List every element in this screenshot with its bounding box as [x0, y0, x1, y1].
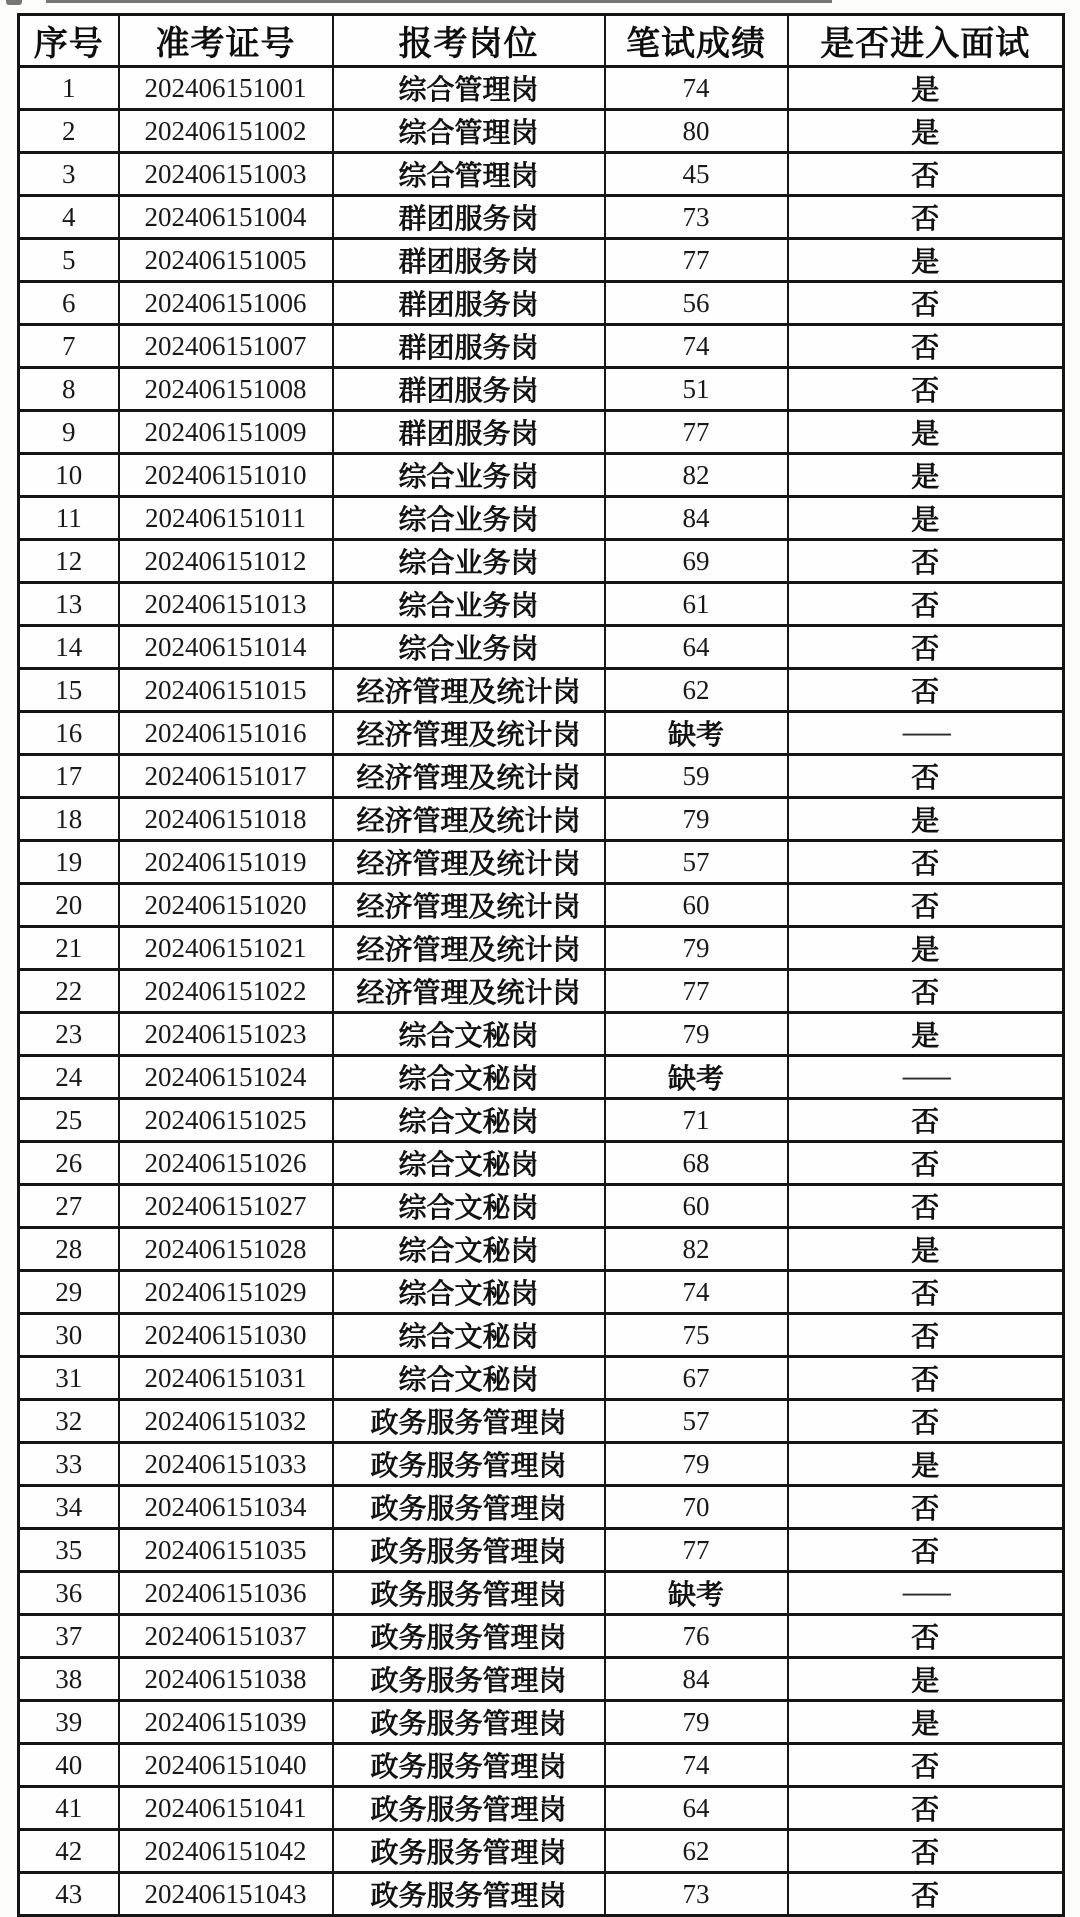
- table-row: [19, 1228, 1064, 1271]
- position-cell: 经济管理及统计岗: [333, 712, 605, 755]
- interview-cell: 是: [788, 1658, 1064, 1701]
- position-cell: 群团服务岗: [333, 325, 605, 368]
- ticket-cell: 202406151001: [119, 67, 333, 110]
- position-cell: 综合业务岗: [333, 540, 605, 583]
- column-header-position: 报考岗位: [333, 15, 605, 67]
- score-cell: 缺考: [605, 1572, 788, 1615]
- score-cell: 51: [605, 368, 788, 411]
- table-row: [19, 454, 1064, 497]
- position-cell: 群团服务岗: [333, 239, 605, 282]
- seq-cell: 43: [19, 1873, 119, 1916]
- ticket-cell: 202406151036: [119, 1572, 333, 1615]
- table-row: [19, 1013, 1064, 1056]
- position-cell: 群团服务岗: [333, 282, 605, 325]
- score-cell: 77: [605, 1529, 788, 1572]
- score-cell: 71: [605, 1099, 788, 1142]
- table-row: [19, 884, 1064, 927]
- seq-cell: 27: [19, 1185, 119, 1228]
- ticket-cell: 202406151015: [119, 669, 333, 712]
- score-cell: 77: [605, 411, 788, 454]
- ticket-cell: 202406151038: [119, 1658, 333, 1701]
- interview-cell: 否: [788, 841, 1064, 884]
- score-cell: 74: [605, 1271, 788, 1314]
- interview-cell: 是: [788, 239, 1064, 282]
- ticket-cell: 202406151023: [119, 1013, 333, 1056]
- position-cell: 综合文秘岗: [333, 1056, 605, 1099]
- seq-cell: 3: [19, 153, 119, 196]
- interview-cell: 否: [788, 884, 1064, 927]
- score-cell: 45: [605, 153, 788, 196]
- score-cell: 60: [605, 884, 788, 927]
- position-cell: 经济管理及统计岗: [333, 798, 605, 841]
- interview-cell: 否: [788, 1529, 1064, 1572]
- seq-cell: 9: [19, 411, 119, 454]
- score-cell: 56: [605, 282, 788, 325]
- table-row: [19, 540, 1064, 583]
- interview-cell: ——: [788, 1056, 1064, 1099]
- seq-cell: 18: [19, 798, 119, 841]
- position-cell: 政务服务管理岗: [333, 1400, 605, 1443]
- interview-cell: 否: [788, 970, 1064, 1013]
- seq-cell: 1: [19, 67, 119, 110]
- interview-cell: 是: [788, 411, 1064, 454]
- seq-cell: 26: [19, 1142, 119, 1185]
- table-row: [19, 1701, 1064, 1744]
- position-cell: 政务服务管理岗: [333, 1615, 605, 1658]
- seq-cell: 16: [19, 712, 119, 755]
- table-row: [19, 1357, 1064, 1400]
- column-header-score: 笔试成绩: [605, 15, 788, 67]
- score-cell: 68: [605, 1142, 788, 1185]
- table-row: [19, 239, 1064, 282]
- interview-cell: 否: [788, 1185, 1064, 1228]
- ticket-cell: 202406151029: [119, 1271, 333, 1314]
- interview-cell: 是: [788, 1228, 1064, 1271]
- table-row: [19, 1056, 1064, 1099]
- column-header-interview: 是否进入面试: [788, 15, 1064, 67]
- position-cell: 群团服务岗: [333, 196, 605, 239]
- score-cell: 79: [605, 1013, 788, 1056]
- seq-cell: 30: [19, 1314, 119, 1357]
- position-cell: 综合文秘岗: [333, 1185, 605, 1228]
- score-cell: 79: [605, 927, 788, 970]
- seq-cell: 4: [19, 196, 119, 239]
- ticket-cell: 202406151019: [119, 841, 333, 884]
- seq-cell: 24: [19, 1056, 119, 1099]
- score-cell: 80: [605, 110, 788, 153]
- seq-cell: 39: [19, 1701, 119, 1744]
- score-cell: 62: [605, 669, 788, 712]
- ticket-cell: 202406151043: [119, 1873, 333, 1916]
- ticket-cell: 202406151002: [119, 110, 333, 153]
- ticket-cell: 202406151039: [119, 1701, 333, 1744]
- interview-cell: 否: [788, 1486, 1064, 1529]
- table-row: [19, 927, 1064, 970]
- ticket-cell: 202406151021: [119, 927, 333, 970]
- column-header-seq: 序号: [19, 15, 119, 67]
- score-cell: 60: [605, 1185, 788, 1228]
- table-row: [19, 153, 1064, 196]
- table-row: [19, 1744, 1064, 1787]
- interview-cell: 否: [788, 1400, 1064, 1443]
- seq-cell: 32: [19, 1400, 119, 1443]
- score-cell: 57: [605, 841, 788, 884]
- interview-cell: 是: [788, 927, 1064, 970]
- interview-cell: 否: [788, 669, 1064, 712]
- seq-cell: 28: [19, 1228, 119, 1271]
- ticket-cell: 202406151010: [119, 454, 333, 497]
- interview-cell: 否: [788, 1615, 1064, 1658]
- table-row: [19, 755, 1064, 798]
- position-cell: 综合业务岗: [333, 626, 605, 669]
- position-cell: 经济管理及统计岗: [333, 755, 605, 798]
- seq-cell: 42: [19, 1830, 119, 1873]
- interview-cell: 否: [788, 1357, 1064, 1400]
- score-cell: 缺考: [605, 712, 788, 755]
- position-cell: 政务服务管理岗: [333, 1529, 605, 1572]
- position-cell: 经济管理及统计岗: [333, 669, 605, 712]
- position-cell: 政务服务管理岗: [333, 1701, 605, 1744]
- seq-cell: 22: [19, 970, 119, 1013]
- table-row: [19, 110, 1064, 153]
- seq-cell: 12: [19, 540, 119, 583]
- interview-cell: 是: [788, 798, 1064, 841]
- interview-cell: 是: [788, 1013, 1064, 1056]
- seq-cell: 10: [19, 454, 119, 497]
- score-cell: 74: [605, 67, 788, 110]
- position-cell: 政务服务管理岗: [333, 1787, 605, 1830]
- score-cell: 79: [605, 1701, 788, 1744]
- table-row: [19, 1830, 1064, 1873]
- ticket-cell: 202406151028: [119, 1228, 333, 1271]
- score-cell: 57: [605, 1400, 788, 1443]
- table-row: [19, 1658, 1064, 1701]
- interview-cell: 否: [788, 196, 1064, 239]
- interview-cell: 否: [788, 1787, 1064, 1830]
- seq-cell: 31: [19, 1357, 119, 1400]
- ticket-cell: 202406151003: [119, 153, 333, 196]
- table-row: [19, 712, 1064, 755]
- table-row: [19, 1787, 1064, 1830]
- score-cell: 82: [605, 1228, 788, 1271]
- seq-cell: 29: [19, 1271, 119, 1314]
- interview-cell: ——: [788, 1572, 1064, 1615]
- ticket-cell: 202406151041: [119, 1787, 333, 1830]
- seq-cell: 15: [19, 669, 119, 712]
- position-cell: 综合业务岗: [333, 583, 605, 626]
- interview-cell: 否: [788, 583, 1064, 626]
- interview-cell: 否: [788, 1142, 1064, 1185]
- interview-cell: 是: [788, 1443, 1064, 1486]
- table-row: [19, 583, 1064, 626]
- table-row: [19, 1443, 1064, 1486]
- interview-cell: 否: [788, 1830, 1064, 1873]
- table-row: [19, 368, 1064, 411]
- score-cell: 59: [605, 755, 788, 798]
- interview-cell: 否: [788, 282, 1064, 325]
- table-row: [19, 1529, 1064, 1572]
- score-cell: 64: [605, 626, 788, 669]
- table-row: [19, 626, 1064, 669]
- photo-edge-artifact: [46, 0, 832, 3]
- seq-cell: 33: [19, 1443, 119, 1486]
- score-cell: 82: [605, 454, 788, 497]
- seq-cell: 34: [19, 1486, 119, 1529]
- score-cell: 77: [605, 239, 788, 282]
- position-cell: 综合文秘岗: [333, 1228, 605, 1271]
- ticket-cell: 202406151026: [119, 1142, 333, 1185]
- score-cell: 62: [605, 1830, 788, 1873]
- position-cell: 政务服务管理岗: [333, 1744, 605, 1787]
- ticket-cell: 202406151030: [119, 1314, 333, 1357]
- interview-cell: 是: [788, 1701, 1064, 1744]
- table-row: [19, 1572, 1064, 1615]
- table-row: [19, 1400, 1064, 1443]
- interview-cell: 是: [788, 454, 1064, 497]
- ticket-cell: 202406151040: [119, 1744, 333, 1787]
- seq-cell: 17: [19, 755, 119, 798]
- table-row: [19, 497, 1064, 540]
- table-row: [19, 1185, 1064, 1228]
- ticket-cell: 202406151004: [119, 196, 333, 239]
- interview-cell: 否: [788, 325, 1064, 368]
- ticket-cell: 202406151035: [119, 1529, 333, 1572]
- seq-cell: 23: [19, 1013, 119, 1056]
- score-cell: 77: [605, 970, 788, 1013]
- score-cell: 64: [605, 1787, 788, 1830]
- interview-cell: 否: [788, 755, 1064, 798]
- column-header-ticket: 准考证号: [119, 15, 333, 67]
- position-cell: 综合文秘岗: [333, 1013, 605, 1056]
- position-cell: 政务服务管理岗: [333, 1572, 605, 1615]
- score-cell: 79: [605, 798, 788, 841]
- ticket-cell: 202406151018: [119, 798, 333, 841]
- ticket-cell: 202406151032: [119, 1400, 333, 1443]
- score-cell: 70: [605, 1486, 788, 1529]
- table-row: [19, 970, 1064, 1013]
- ticket-cell: 202406151005: [119, 239, 333, 282]
- score-cell: 75: [605, 1314, 788, 1357]
- position-cell: 综合文秘岗: [333, 1271, 605, 1314]
- seq-cell: 19: [19, 841, 119, 884]
- table-row: [19, 798, 1064, 841]
- position-cell: 政务服务管理岗: [333, 1658, 605, 1701]
- interview-cell: 否: [788, 368, 1064, 411]
- header-row: [19, 15, 1064, 67]
- ticket-cell: 202406151012: [119, 540, 333, 583]
- position-cell: 综合管理岗: [333, 67, 605, 110]
- position-cell: 综合文秘岗: [333, 1142, 605, 1185]
- score-cell: 79: [605, 1443, 788, 1486]
- seq-cell: 13: [19, 583, 119, 626]
- interview-cell: 否: [788, 626, 1064, 669]
- interview-cell: 是: [788, 67, 1064, 110]
- exam-score-table: [17, 13, 1065, 1917]
- seq-cell: 25: [19, 1099, 119, 1142]
- interview-cell: 是: [788, 497, 1064, 540]
- ticket-cell: 202406151008: [119, 368, 333, 411]
- ticket-cell: 202406151016: [119, 712, 333, 755]
- table-row: [19, 1099, 1064, 1142]
- table-row: [19, 282, 1064, 325]
- interview-cell: 否: [788, 1099, 1064, 1142]
- score-cell: 61: [605, 583, 788, 626]
- position-cell: 综合文秘岗: [333, 1314, 605, 1357]
- ticket-cell: 202406151025: [119, 1099, 333, 1142]
- ticket-cell: 202406151009: [119, 411, 333, 454]
- ticket-cell: 202406151014: [119, 626, 333, 669]
- table-row: [19, 1486, 1064, 1529]
- ticket-cell: 202406151013: [119, 583, 333, 626]
- table-row: [19, 67, 1064, 110]
- seq-cell: 36: [19, 1572, 119, 1615]
- seq-cell: 21: [19, 927, 119, 970]
- table-row: [19, 1873, 1064, 1916]
- position-cell: 经济管理及统计岗: [333, 927, 605, 970]
- interview-cell: 是: [788, 110, 1064, 153]
- seq-cell: 2: [19, 110, 119, 153]
- position-cell: 综合管理岗: [333, 110, 605, 153]
- ticket-cell: 202406151042: [119, 1830, 333, 1873]
- interview-cell: 否: [788, 540, 1064, 583]
- table-row: [19, 1314, 1064, 1357]
- position-cell: 政务服务管理岗: [333, 1443, 605, 1486]
- position-cell: 综合文秘岗: [333, 1357, 605, 1400]
- score-cell: 73: [605, 1873, 788, 1916]
- position-cell: 群团服务岗: [333, 368, 605, 411]
- score-cell: 84: [605, 497, 788, 540]
- position-cell: 综合文秘岗: [333, 1099, 605, 1142]
- interview-cell: 否: [788, 153, 1064, 196]
- position-cell: 政务服务管理岗: [333, 1830, 605, 1873]
- seq-cell: 14: [19, 626, 119, 669]
- score-cell: 76: [605, 1615, 788, 1658]
- interview-cell: 否: [788, 1744, 1064, 1787]
- table-row: [19, 196, 1064, 239]
- seq-cell: 8: [19, 368, 119, 411]
- score-cell: 69: [605, 540, 788, 583]
- seq-cell: 37: [19, 1615, 119, 1658]
- ticket-cell: 202406151033: [119, 1443, 333, 1486]
- ticket-cell: 202406151031: [119, 1357, 333, 1400]
- table-row: [19, 841, 1064, 884]
- position-cell: 群团服务岗: [333, 411, 605, 454]
- ticket-cell: 202406151037: [119, 1615, 333, 1658]
- position-cell: 经济管理及统计岗: [333, 884, 605, 927]
- score-cell: 84: [605, 1658, 788, 1701]
- ticket-cell: 202406151007: [119, 325, 333, 368]
- position-cell: 综合业务岗: [333, 454, 605, 497]
- score-cell: 73: [605, 196, 788, 239]
- seq-cell: 41: [19, 1787, 119, 1830]
- interview-cell: 否: [788, 1314, 1064, 1357]
- seq-cell: 35: [19, 1529, 119, 1572]
- score-cell: 74: [605, 1744, 788, 1787]
- seq-cell: 5: [19, 239, 119, 282]
- position-cell: 综合业务岗: [333, 497, 605, 540]
- table-row: [19, 411, 1064, 454]
- position-cell: 综合管理岗: [333, 153, 605, 196]
- seq-cell: 40: [19, 1744, 119, 1787]
- ticket-cell: 202406151027: [119, 1185, 333, 1228]
- seq-cell: 11: [19, 497, 119, 540]
- seq-cell: 38: [19, 1658, 119, 1701]
- ticket-cell: 202406151011: [119, 497, 333, 540]
- position-cell: 经济管理及统计岗: [333, 841, 605, 884]
- table-row: [19, 1271, 1064, 1314]
- ticket-cell: 202406151024: [119, 1056, 333, 1099]
- table-row: [19, 1615, 1064, 1658]
- ticket-cell: 202406151006: [119, 282, 333, 325]
- score-cell: 缺考: [605, 1056, 788, 1099]
- ticket-cell: 202406151017: [119, 755, 333, 798]
- interview-cell: 否: [788, 1271, 1064, 1314]
- position-cell: 经济管理及统计岗: [333, 970, 605, 1013]
- seq-cell: 20: [19, 884, 119, 927]
- interview-cell: 否: [788, 1873, 1064, 1916]
- score-cell: 67: [605, 1357, 788, 1400]
- seq-cell: 7: [19, 325, 119, 368]
- table-row: [19, 325, 1064, 368]
- ticket-cell: 202406151020: [119, 884, 333, 927]
- photo-edge-artifact: [6, 0, 22, 5]
- position-cell: 政务服务管理岗: [333, 1873, 605, 1916]
- interview-cell: ——: [788, 712, 1064, 755]
- ticket-cell: 202406151022: [119, 970, 333, 1013]
- ticket-cell: 202406151034: [119, 1486, 333, 1529]
- table-row: [19, 1142, 1064, 1185]
- seq-cell: 6: [19, 282, 119, 325]
- score-cell: 74: [605, 325, 788, 368]
- table-row: [19, 669, 1064, 712]
- position-cell: 政务服务管理岗: [333, 1486, 605, 1529]
